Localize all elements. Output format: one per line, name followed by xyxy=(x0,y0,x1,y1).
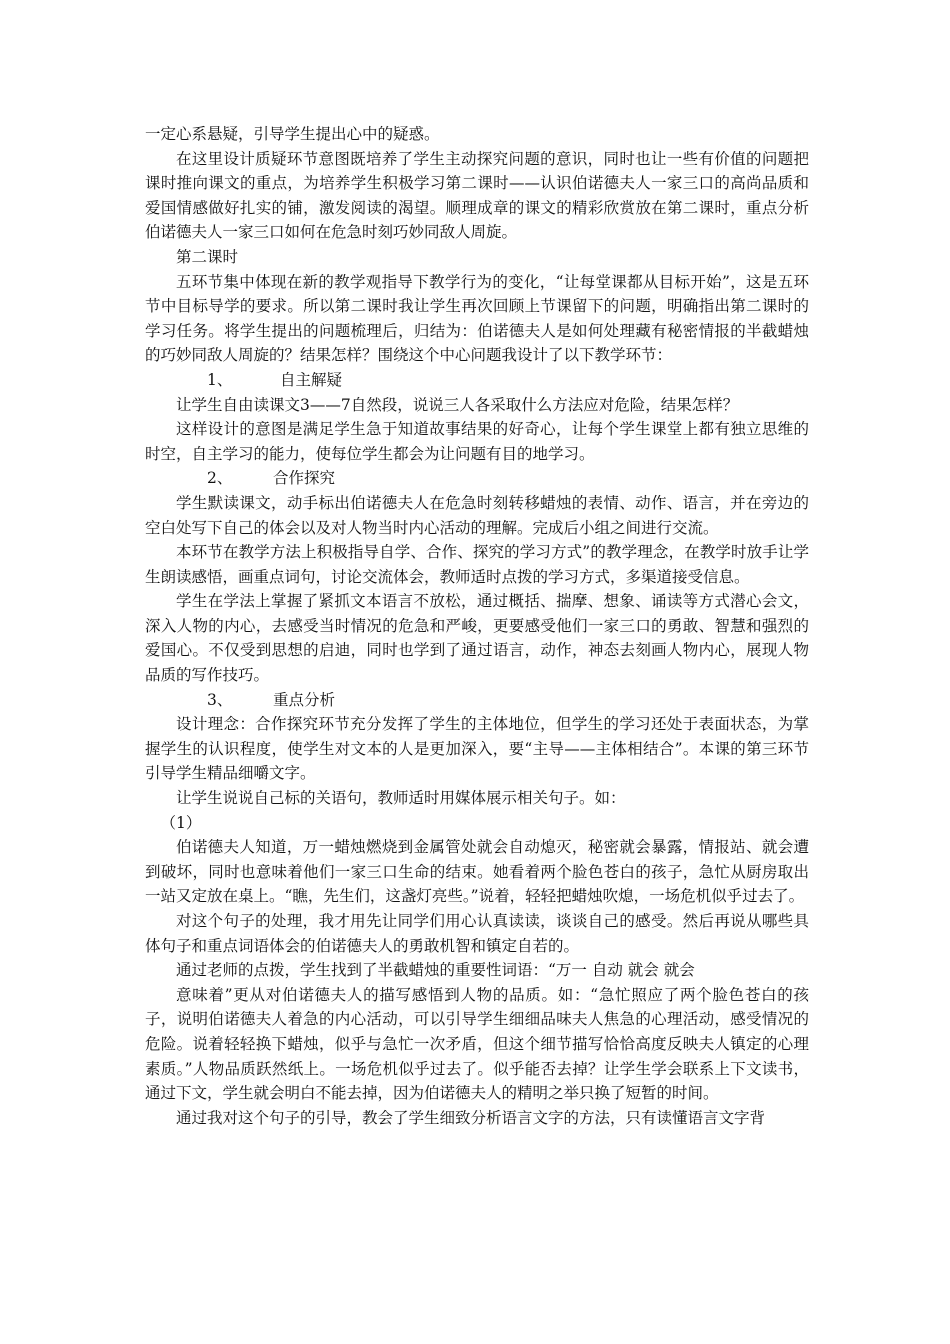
section-heading: 第二课时 xyxy=(176,247,239,266)
paragraph: 对这个句子的处理，我才用先让同学们用心认真读读，谈谈自己的感受。然后再说从哪些具体句子和重点词语体会的伯诺德夫人的勇敢机智和镇定自若的。 xyxy=(145,912,809,955)
document-page xyxy=(145,122,809,1130)
paragraph: 让学生自由读课文3——7自然段，说说三人各采取什么方法应对危险，结果怎样？ xyxy=(176,395,739,414)
paragraph: 在这里设计质疑环节意图既培养了学生主动探究问题的意识，同时也让一些有价值的问题把课时推向课文的重点，为培养学生积极学习第二课时——认识伯诺德夫人一家三口的高尚品质和爱国情感做好扎实的铺，激发阅读的渴望。顺理成章的课文的精彩欣赏放在第二课时，重点分析伯诺德夫人一家三口如何在危急时刻巧妙同敌人周旋。 xyxy=(145,149,809,242)
paragraph: 让学生说说自己标的关语句，教师适时用媒体展示相关句子。如： xyxy=(176,789,626,808)
heading-text: 合作探究 xyxy=(273,469,336,488)
numbered-heading xyxy=(145,466,809,491)
item-marker: （1） xyxy=(160,813,202,832)
paragraph: 通过老师的点拨，学生找到了半截蜡烛的重要性词语：“万一 自动 就会 就会 xyxy=(176,961,695,980)
heading-number: 1、 xyxy=(207,370,233,389)
heading-number: 2、 xyxy=(207,469,233,488)
paragraph: 通过我对这个句子的引导，教会了学生细致分析语言文字的方法，只有读懂语言文字背 xyxy=(176,1108,766,1127)
numbered-heading xyxy=(145,368,809,393)
heading-text: 重点分析 xyxy=(273,690,336,709)
paragraph: 学生在学法上掌握了紧抓文本语言不放松，通过概括、揣摩、想象、诵读等方式潜心会文，深入人物的内心，去感受当时情况的危急和严峻，更要感受他们一家三口的勇敢、智慧和强烈的爱国心。不仅受到思想的启迪，同时也学到了通过语言，动作，神态去刻画人物内心，展现人物品质的写作技巧。 xyxy=(145,592,809,685)
paragraph: 一定心系悬疑，引导学生提出心中的疑惑。 xyxy=(145,125,440,143)
quoted-passage: 伯诺德夫人知道，万一蜡烛燃烧到金属管处就会自动熄灭，秘密就会暴露，情报站、就会遭到破坏，同时也意味着他们一家三口生命的结束。她看着两个脸色苍白的孩子，急忙从厨房取出一站又定放在桌上。“瞧，先生们，这盏灯亮些。”说着，轻轻把蜡烛吹熄，一场危机似乎过去了。 xyxy=(145,838,809,906)
paragraph: 这样设计的意图是满足学生急于知道故事结果的好奇心，让每个学生课堂上都有独立思维的时空，自主学习的能力，使每位学生都会为让问题有目的地学习。 xyxy=(145,420,809,463)
paragraph: 本环节在教学方法上积极指导自学、合作、探究的学习方式”的教学理念，在教学时放手让学生朗读感悟，画重点词句，讨论交流体会，教师适时点拨的学习方式，多渠道接受信息。 xyxy=(145,543,809,586)
paragraph: 五环节集中体现在新的教学观指导下教学行为的变化，“让每堂课都从目标开始”，这是五环节中目标导学的要求。所以第二课时我让学生再次回顾上节课留下的问题，明确指出第二课时的学习任务。将学生提出的问题梳理后，归结为：伯诺德夫人是如何处理藏有秘密情报的半截蜡烛的巧妙同敌人周旋的？结果怎样？围绕这个中心问题我设计了以下教学环节： xyxy=(145,272,809,365)
heading-number: 3、 xyxy=(207,690,233,709)
numbered-heading xyxy=(145,688,809,713)
paragraph: 意味着”更从对伯诺德夫人的描写感悟到人物的品质。如：“急忙照应了两个脸色苍白的孩子，说明伯诺德夫人着急的内心活动，可以引导学生细细品味夫人焦急的心理活动，感受情况的危险。说着轻轻换下蜡烛，似乎与急忙一次矛盾，但这个细节描写恰恰高度反映夫人镇定的心理素质。”人物品质跃然纸上。一场危机似乎过去了。似乎能否去掉？让学生学会联系上下文读书，通过下文，学生就会明白不能去掉，因为伯诺德夫人的精明之举只换了短暂的时间。 xyxy=(145,985,809,1103)
paragraph: 设计理念：合作探究环节充分发挥了学生的主体地位，但学生的学习还处于表面状态，为掌握学生的认识程度，使学生对文本的人是更加深入，要“主导——主体相结合”。本课的第三环节引导学生精品细嚼文字。 xyxy=(145,715,809,783)
heading-text: 自主解疑 xyxy=(280,370,343,389)
paragraph: 学生默读课文，动手标出伯诺德夫人在危急时刻转移蜡烛的表情、动作、语言，并在旁边的空白处写下自己的体会以及对人物当时内心活动的理解。完成后小组之间进行交流。 xyxy=(145,493,809,537)
